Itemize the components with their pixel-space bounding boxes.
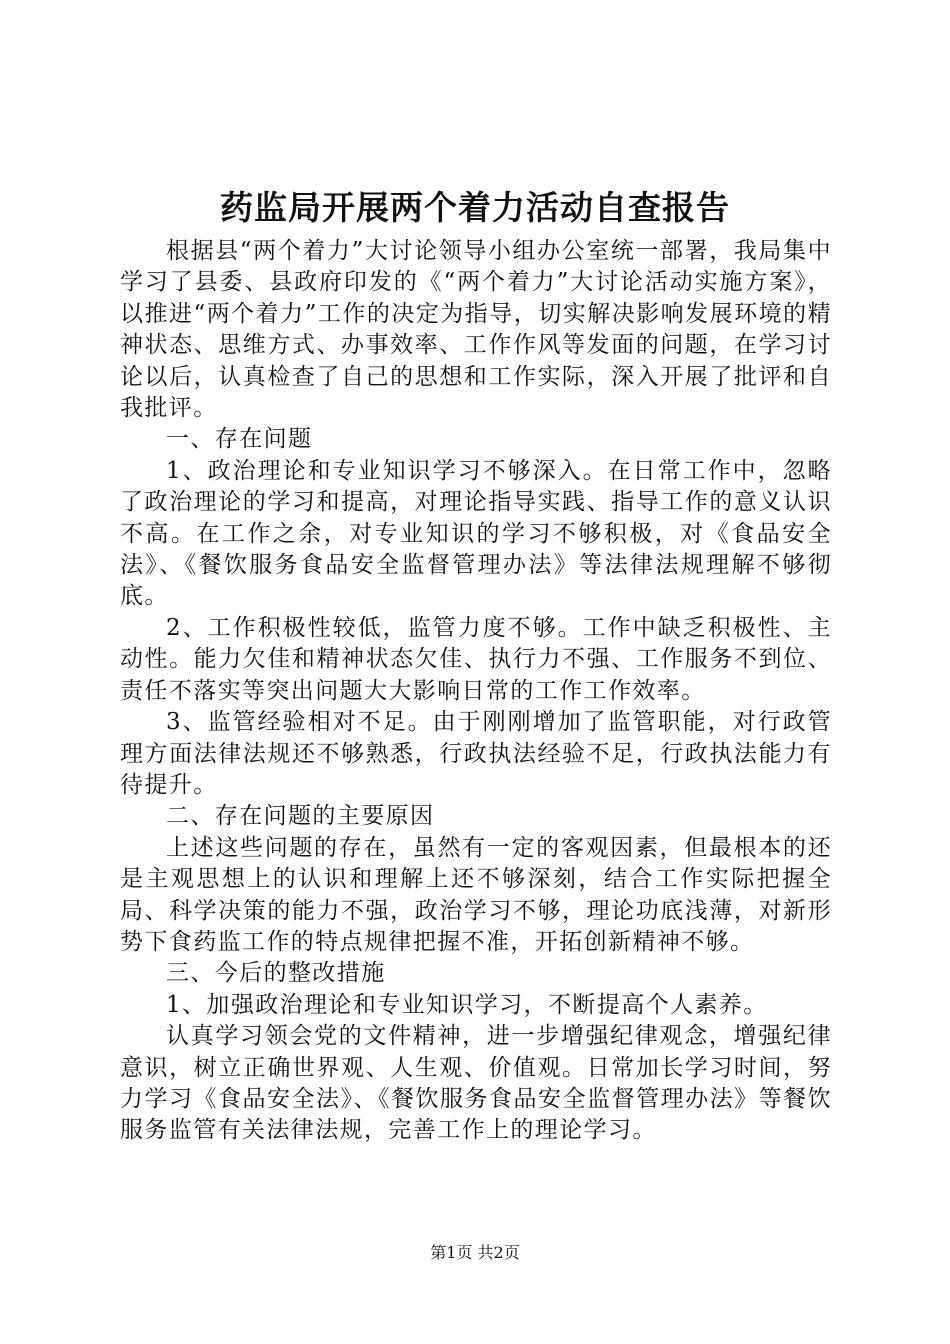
paragraph-problem-1: 1、政治理论和专业知识学习不够深入。在日常工作中，忽略了政治理论的学习和提高，对理论指导实践、指导工作的意义认识不高。在工作之余，对专业知识的学习不够积极，对《食品安全法》、《餐饮服务食品安全监督管理办法》等法律法规理解不够彻底。: [120, 457, 832, 610]
section-heading-measures: 三、今后的整改措施: [166, 960, 386, 987]
paragraph-causes: 上述这些问题的存在，虽然有一定的客观因素，但最根本的还是主观思想上的认识和理解上还不够深刻，结合工作实际把握全局、科学决策的能力不强，政治学习不够，理论功底浅薄，对新形势下食药监工作的特点规律把握不准，开拓创新精神不够。: [120, 834, 832, 955]
page-footer: 第1页 共2页: [430, 1243, 520, 1262]
paragraph-problem-2: 2、工作积极性较低，监管力度不够。工作中缺乏积极性、主动性。能力欠佳和精神状态欠佳、执行力不强、工作服务不到位、责任不落实等突出问题大大影响日常的工作工作效率。: [120, 614, 832, 704]
paragraph-measure-1-detail: 认真学习领会党的文件精神，进一步增强纪律观念，增强纪律意识，树立正确世界观、人生观、价值观。日常加长学习时间，努力学习《食品安全法》、《餐饮服务食品安全监督管理办法》等餐饮服务监管有关法律法规，完善工作上的理论学习。: [120, 1023, 832, 1144]
paragraph-measure-1: 1、加强政治理论和专业知识学习，不断提高个人素养。: [166, 991, 768, 1018]
document-body: [120, 236, 832, 1147]
document-title: 药监局开展两个着力活动自查报告: [220, 188, 730, 227]
section-heading-causes: 二、存在问题的主要原因: [166, 803, 435, 830]
paragraph-intro: 根据县“两个着力”大讨论领导小组办公室统一部署，我局集中学习了县委、县政府印发的《“两个着力”大讨论活动实施方案》，以推进“两个着力”工作的决定为指导，切实解决影响发展环境的精神状态、思维方式、办事效率、工作作风等发面的问题，在学习讨论以后，认真检查了自己的思想和工作实际，深入开展了批评和自我批评。: [120, 238, 832, 422]
paragraph-problem-3: 3、监管经验相对不足。由于刚刚增加了监管职能，对行政管理方面法律法规还不够熟悉，行政执法经验不足，行政执法能力有待提升。: [120, 709, 832, 798]
section-heading-problems: 一、存在问题: [166, 426, 313, 453]
